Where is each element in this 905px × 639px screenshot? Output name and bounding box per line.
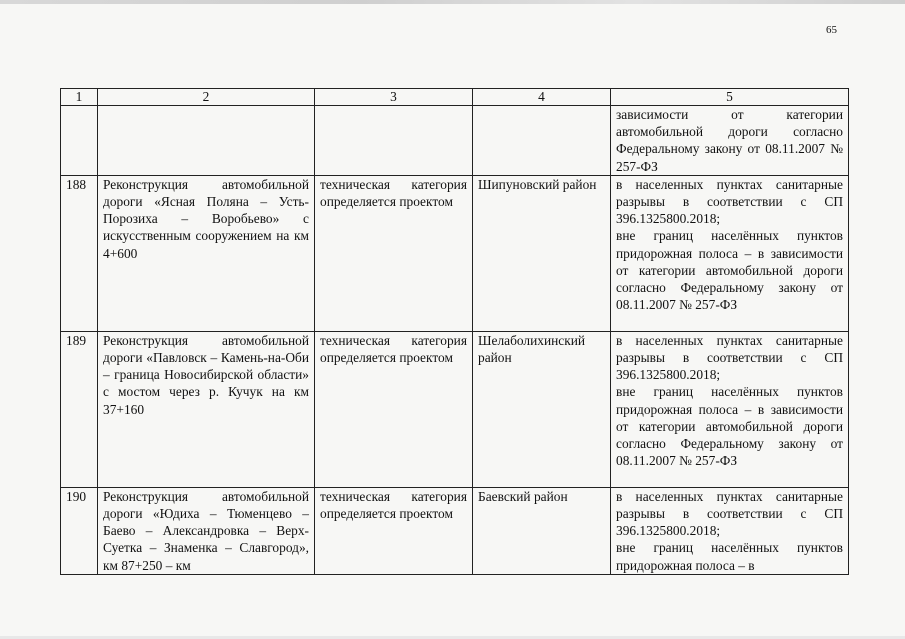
row-number-cell: 190 bbox=[61, 487, 98, 574]
protection-zone-text: вне границ населённых пунктов придорожная полоса – в зависимости от категории автомобильной дороги согласно Федеральному закону от 08.11.2007 № 257-ФЗ bbox=[616, 228, 843, 313]
object-name-cell: Реконструкция автомобильной дороги «Ясная Поляна – Усть-Порозиха – Воробьево» с искусственным сооружением на км 4+600 bbox=[98, 175, 315, 331]
table-header-row bbox=[61, 89, 849, 106]
page-number: 65 bbox=[826, 24, 837, 36]
protection-zone-cell bbox=[611, 175, 849, 331]
table-row bbox=[61, 331, 849, 487]
category-cell bbox=[315, 106, 473, 176]
protection-zone-text: в населенных пунктах санитарные разрывы в соответствии с СП 396.1325800.2018; bbox=[616, 176, 843, 227]
table-row bbox=[61, 175, 849, 331]
column-header-2: 2 bbox=[98, 89, 315, 106]
category-cell: техническая категория определяется проектом bbox=[315, 487, 473, 574]
column-header-5: 5 bbox=[611, 89, 849, 106]
protection-zone-cell bbox=[611, 331, 849, 487]
column-header-4: 4 bbox=[473, 89, 611, 106]
protection-zone-text: зависимости от категории автомобильной дороги согласно Федеральному закону от 08.11.2007 № 257-ФЗ bbox=[616, 107, 843, 174]
object-name-cell: Реконструкция автомобильной дороги «Юдиха – Тюменцево – Баево – Александровка – Верх-Суетка – Знаменка – Славгород», км 87+250 – км bbox=[98, 487, 315, 574]
protection-zone-cell bbox=[611, 106, 849, 176]
district-cell: Шипуновский район bbox=[473, 175, 611, 331]
object-name-cell: Реконструкция автомобильной дороги «Павловск – Камень-на-Оби – граница Новосибирской области» с мостом через р. Кучук на км 37+160 bbox=[98, 331, 315, 487]
requirements-table bbox=[60, 88, 849, 575]
scan-top-strip bbox=[0, 0, 905, 4]
object-name-cell bbox=[98, 106, 315, 176]
district-cell: Баевский район bbox=[473, 487, 611, 574]
protection-zone-cell bbox=[611, 487, 849, 574]
table-row bbox=[61, 487, 849, 574]
category-cell: техническая категория определяется проектом bbox=[315, 175, 473, 331]
column-header-1: 1 bbox=[61, 89, 98, 106]
table-row bbox=[61, 106, 849, 176]
row-number-cell: 188 bbox=[61, 175, 98, 331]
row-number-cell: 189 bbox=[61, 331, 98, 487]
category-cell: техническая категория определяется проектом bbox=[315, 331, 473, 487]
column-header-3: 3 bbox=[315, 89, 473, 106]
protection-zone-text: вне границ населённых пунктов придорожная полоса – в bbox=[616, 540, 843, 573]
district-cell: Шелаболихинский район bbox=[473, 331, 611, 487]
protection-zone-text: в населенных пунктах санитарные разрывы в соответствии с СП 396.1325800.2018; bbox=[616, 488, 843, 539]
row-number-cell bbox=[61, 106, 98, 176]
district-cell bbox=[473, 106, 611, 176]
protection-zone-text: вне границ населённых пунктов придорожная полоса – в зависимости от категории автомобильной дороги согласно Федеральному закону от 08.11.2007 № 257-ФЗ bbox=[616, 384, 843, 469]
protection-zone-text: в населенных пунктах санитарные разрывы в соответствии с СП 396.1325800.2018; bbox=[616, 332, 843, 383]
